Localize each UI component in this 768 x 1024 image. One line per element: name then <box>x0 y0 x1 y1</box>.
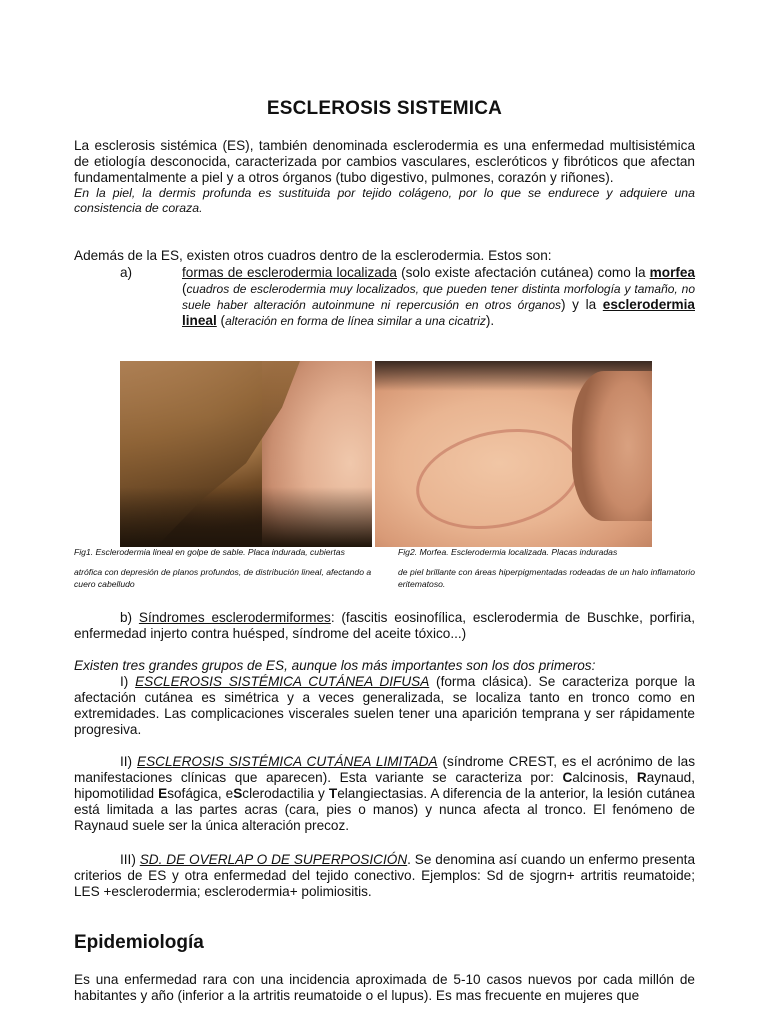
group3-block <box>74 852 695 900</box>
group2-text-5: clerodactilia y <box>242 786 329 801</box>
group2-number: II) <box>120 754 138 769</box>
list-marker-a: a) <box>120 265 133 280</box>
groups-block <box>74 658 695 738</box>
ademas-text: Además de la ES, existen otros cuadros dentro de la esclerodermia. Estos son: <box>74 248 552 263</box>
list-a-text: (solo existe afectación cutánea) como la <box>396 265 650 280</box>
crest-s: S <box>233 786 243 801</box>
intro-block <box>74 138 695 216</box>
group3-name: SD. DE OVERLAP O DE SUPERPOSICIÓN <box>139 852 408 867</box>
list-item-b <box>74 610 695 642</box>
fig1-photo-scalp <box>120 361 372 547</box>
group1-name: ESCLEROSIS SISTÉMICA CUTÁNEA DIFUSA <box>135 674 430 689</box>
crest-t: T <box>328 786 338 801</box>
fig1-caption-line2: atrófica con depresión de planos profundos, de distribución lineal, afectando a cuero cabelludo <box>74 567 372 589</box>
list-a-y-la: ) y la <box>561 297 603 312</box>
fig2-caption <box>398 546 695 590</box>
group2-text-4: sofágica, e <box>167 786 234 801</box>
crest-c: C <box>562 770 573 785</box>
crest-r: R <box>636 770 647 785</box>
lineal-description: alteración en forma de línea similar a una cicatriz <box>225 314 486 328</box>
group1-number: I) <box>120 674 136 689</box>
epidemiologia-block <box>74 972 695 1004</box>
morfea-term: morfea <box>649 265 695 280</box>
list-marker-b: b) <box>120 610 139 625</box>
intro-italic-paragraph: En la piel, la dermis profunda es sustituida por tejido colágeno, por lo que se endurece y adquiere una consistencia de coraza. <box>74 186 695 215</box>
groups-intro: Existen tres grandes grupos de ES, aunque los más importantes son los dos primeros: <box>74 658 596 673</box>
esclerodermiformes-term: Síndromes esclerodermiformes <box>138 610 331 625</box>
group1-text: (forma clásica). Se caracteriza porque la afectación cutánea es simétrica y a veces generalizada, se localiza tanto en tronco como en extremidades. Las complicaciones viscerales suelen tener una aparición temprana y ser rápidamente progresiva. <box>74 674 695 737</box>
group2-text-3: aynaud, hipomotilidad <box>74 770 696 801</box>
morfea-description: cuadros de esclerodermia muy localizados, que pueden tener distinta morfología y tamaño, no suele haber alteración autoinmune ni repercusión en otros órganos <box>182 282 695 312</box>
group2-text-6: elangiectasias. A diferencia de la anterior, la lesión cutánea está limitada a las partes acras (cara, pies o manos) y nunca afecta al tronco. El fenómeno de Raynaud suele ser la única alteración precoz. <box>74 786 695 833</box>
fig2-photo-morfea <box>375 361 652 547</box>
fig1-caption-line1: Fig1. Esclerodermia lineal en golpe de sable. Placa indurada, cubiertas <box>74 547 345 557</box>
group2-text-1: (síndrome CREST, es el acrónimo de las manifestaciones clínicas que aparecen). Esta variante se caracteriza por: <box>74 754 695 785</box>
list-a-body <box>182 265 695 329</box>
list-b-text: : (fascitis eosinofílica, esclerodermia de Buschke, porfiria, enfermedad injerto contra huésped, síndrome del aceite tóxico...) <box>74 610 696 641</box>
fig2-caption-line1: Fig2. Morfea. Esclerodermia localizada. Placas induradas <box>398 547 618 557</box>
crest-e: E <box>158 786 168 801</box>
figure-photos <box>120 361 652 547</box>
paren-close: ). <box>485 313 495 328</box>
section-heading-epidemiologia: Epidemiología <box>74 932 204 953</box>
paren-open: ( <box>182 281 187 296</box>
paren-open-2: ( <box>216 313 226 328</box>
group2-block <box>74 754 695 834</box>
fig2-caption-line2: de piel brillante con áreas hiperpigmentadas rodeadas de un halo inflamatorio eritematoso. <box>398 567 695 589</box>
group3-number: III) <box>120 852 140 867</box>
epidemiologia-text: Es una enfermedad rara con una incidencia aproximada de 5-10 casos nuevos por cada millón de habitantes y año (inferior a la artritis reumatoide o el lupus). Es mas frecuente en mujeres que <box>74 972 695 1003</box>
page-title: ESCLEROSIS SISTEMICA <box>266 98 503 119</box>
localizada-link: formas de esclerodermia localizada <box>182 265 397 280</box>
lineal-term: esclerodermia lineal <box>182 297 695 328</box>
fig1-caption <box>74 546 374 590</box>
ademas-paragraph <box>74 248 695 264</box>
group3-text: . Se denomina así cuando un enfermo presenta criterios de ES y otra enfermedad del tejido conectivo. Ejemplos: Sd de sjogrn+ artritis reumatoide; LES +esclerodermia; esclerodermia+ polimiositis. <box>74 852 695 899</box>
group2-name: ESCLEROSIS SISTÉMICA CUTÁNEA LIMITADA <box>137 754 438 769</box>
group2-text-2: alcinosis, <box>572 770 637 785</box>
intro-paragraph: La esclerosis sistémica (ES), también denominada esclerodermia es una enfermedad multisistémica de etiología desconocida, caracterizada por cambios vasculares, escleróticos y fibróticos que afectan fundamentalmente a piel y a otros órganos (tubo digestivo, pulmones, corazón y riñones). <box>74 138 695 185</box>
